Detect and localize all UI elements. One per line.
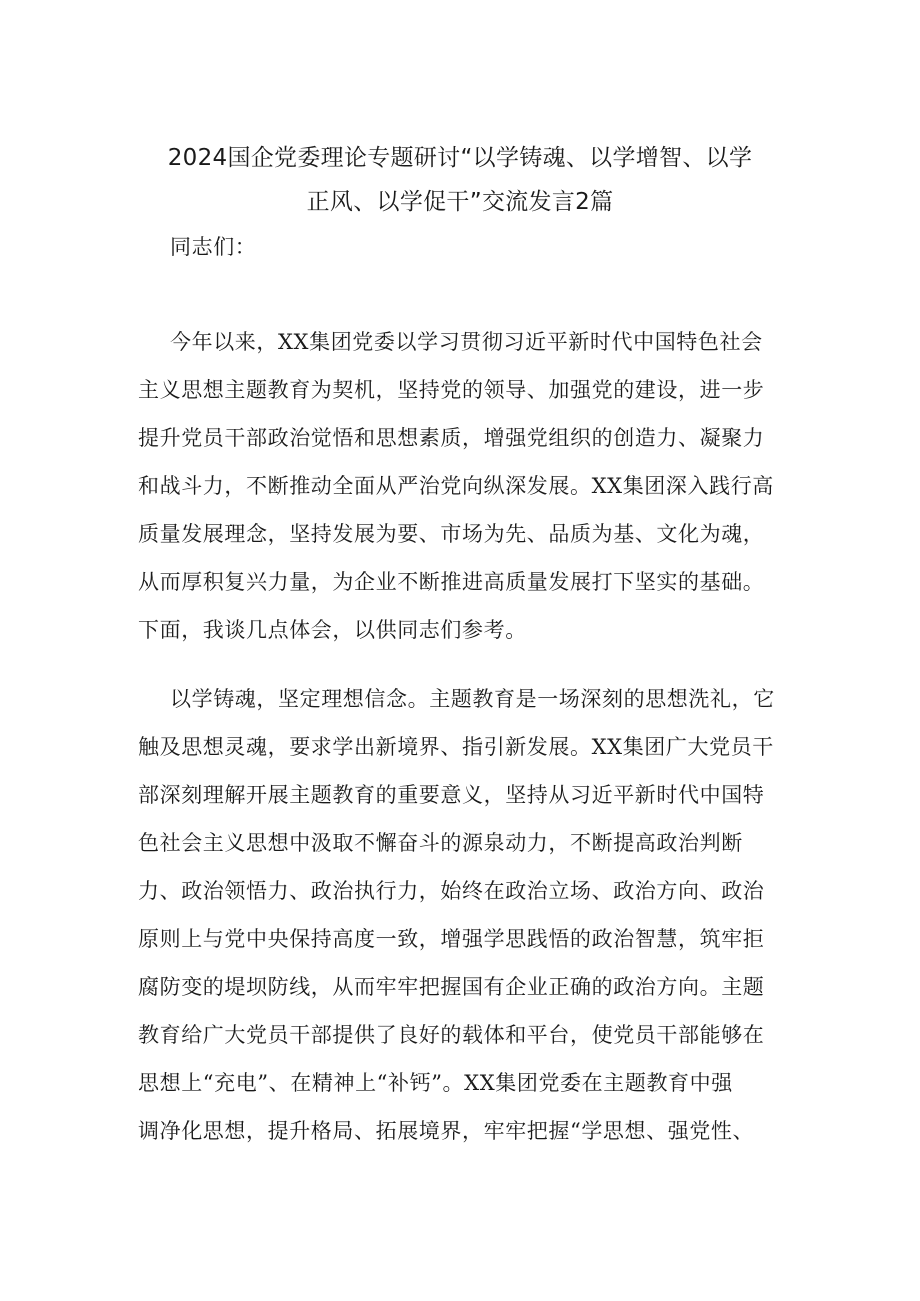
paragraph-2-line: 思想上“充电”、在精神上“补钙”。XX集团党委在主题教育中强	[138, 1071, 733, 1095]
paragraph-2-line: 原则上与党中央保持高度一致，增强学思践悟的政治智慧，筑牢拒	[138, 927, 765, 951]
title-line: 2024国企党委理论专题研讨“以学铸魂、以学增智、以学	[167, 145, 753, 171]
salutation: 同志们：	[170, 235, 257, 259]
paragraph-1-line: 和战斗力，不断推动全面从严治党向纵深发展。XX集团深入践行高	[138, 474, 774, 498]
paragraph-1-line: 主义思想主题教育为契机，坚持党的领导、加强党的建设，进一步	[138, 378, 765, 402]
paragraph-1-line: 从而厚积复兴力量，为企业不断推进高质量发展打下坚实的基础。	[138, 570, 765, 594]
document-title	[130, 136, 790, 224]
paragraph-1-line: 今年以来，XX集团党委以学习贯彻习近平新时代中国特色社会	[170, 330, 763, 354]
paragraph-2-line: 色社会主义思想中汲取不懈奋斗的源泉动力，不断提高政治判断	[138, 831, 743, 855]
paragraph-2-line: 力、政治领悟力、政治执行力，始终在政治立场、政治方向、政治	[138, 879, 765, 903]
paragraph-2-line: 触及思想灵魂，要求学出新境界、指引新发展。XX集团广大党员干	[138, 735, 774, 759]
paragraph-1-line: 质量发展理念，坚持发展为要、市场为先、品质为基、文化为魂，	[138, 522, 765, 546]
paragraph-2-line: 以学铸魂，坚定理想信念。主题教育是一场深刻的思想洗礼，它	[170, 687, 775, 711]
paragraph-1-line: 提升党员干部政治觉悟和思想素质，增强党组织的创造力、凝聚力	[138, 426, 765, 450]
title-line: 正风、以学促干”交流发言2篇	[306, 189, 614, 215]
paragraph-2-line: 调净化思想，提升格局、拓展境界，牢牢把握“学思想、强党性、	[138, 1119, 755, 1143]
paragraph-2-line: 部深刻理解开展主题教育的重要意义，坚持从习近平新时代中国特	[138, 783, 765, 807]
paragraph-2-line: 腐防变的堤坝防线，从而牢牢把握国有企业正确的政治方向。主题	[138, 975, 765, 999]
paragraph-1-line: 下面，我谈几点体会，以供同志们参考。	[138, 618, 527, 642]
paragraph-2-line: 教育给广大党员干部提供了良好的载体和平台，使党员干部能够在	[138, 1023, 765, 1047]
